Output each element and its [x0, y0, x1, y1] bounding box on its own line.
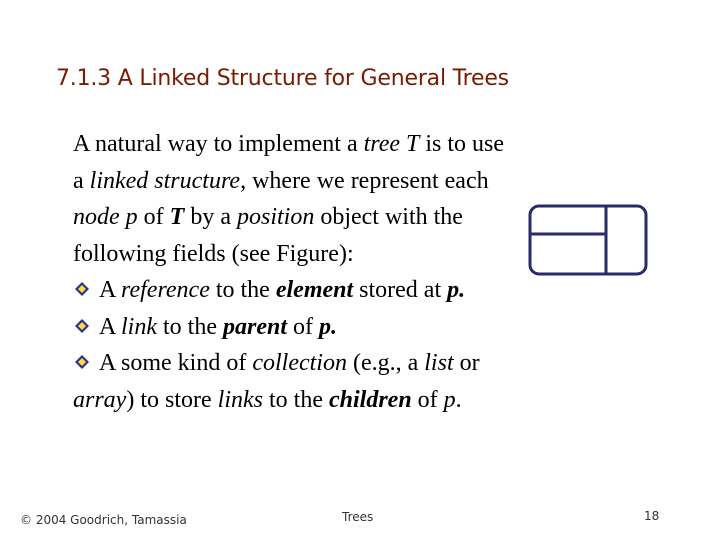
intro-line-4: following fields (see Figure): — [73, 240, 354, 267]
node-outline — [530, 206, 646, 274]
bullet-item-children: A some kind of collection (e.g., a list or — [73, 345, 593, 382]
bullet-item-parent: A link to the parent of p. — [73, 309, 593, 346]
footer-topic: Trees — [342, 510, 374, 524]
position-node-diagram — [528, 204, 648, 276]
slide-body — [73, 126, 593, 418]
diamond-bullet-icon — [75, 282, 89, 296]
diamond-bullet-icon — [75, 319, 89, 333]
intro-line-3: node p of T by a position object with the — [73, 204, 463, 230]
footer-copyright: © 2004 Goodrich, Tamassia — [20, 513, 187, 527]
footer-page-number: 18 — [644, 509, 660, 523]
slide-title: 7.1.3 A Linked Structure for General Trees — [56, 66, 509, 91]
intro-line-2: a linked structure, where we represent each — [73, 167, 489, 194]
intro-line-1: A natural way to implement a tree T is to use — [73, 131, 505, 157]
diamond-bullet-icon — [75, 355, 89, 369]
bullet-item-element: A reference to the element stored at p. — [73, 272, 593, 309]
bullet-continuation: array) to store links to the children of p. — [73, 386, 462, 413]
